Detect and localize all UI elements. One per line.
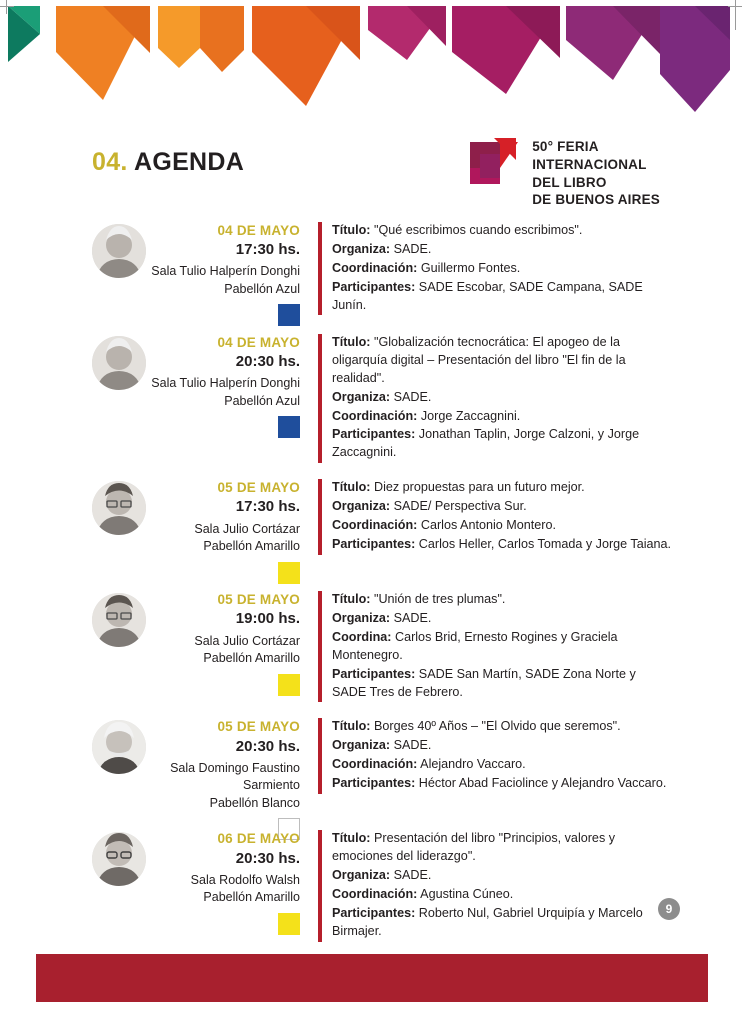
pavilion-color-swatch — [278, 416, 300, 438]
titulo-label: Título: — [332, 335, 371, 349]
speaker-portrait — [92, 832, 146, 886]
titulo-value: Borges 40º Años – "El Olvido que seremos". — [373, 719, 621, 734]
entry-details — [318, 718, 742, 794]
titulo-value: Presentación del libro "Principios, valores y emociones del liderazgo". — [332, 831, 616, 864]
page-title — [92, 148, 244, 177]
participantes-value: SADE Escobar, SADE Campana, SADE Junín. — [332, 279, 643, 312]
entry-when — [146, 334, 314, 410]
participantes-value: Carlos Heller, Carlos Tomada y Jorge Taiana. — [418, 536, 672, 551]
entry-time: 17:30 hs. — [235, 241, 300, 259]
fair-logo — [466, 132, 660, 209]
organiza-label: Organiza: — [332, 389, 391, 404]
organiza-label: Organiza: — [332, 499, 391, 513]
entry-date: 05 DE MAYO — [217, 480, 300, 496]
entry-when — [146, 718, 314, 812]
coordinacion-value: Guillermo Fontes. — [420, 260, 521, 275]
organiza-value: SADE. — [393, 611, 432, 625]
coordinacion-value: Agustina Cúneo. — [420, 887, 514, 901]
entry-details — [318, 479, 742, 555]
entry-time: 17:30 hs. — [235, 498, 300, 516]
speaker-portrait — [92, 224, 146, 278]
participantes-label: Participantes: — [332, 427, 416, 442]
speaker-portrait — [92, 481, 146, 535]
pavilion-color-swatch — [278, 304, 300, 326]
titulo-label: Título: — [332, 831, 371, 846]
titulo-value: "Qué escribimos cuando escribimos". — [373, 223, 583, 237]
entry-venue-line1: Sala Rodolfo Walsh — [190, 872, 300, 887]
coordinacion-value: Alejandro Vaccaro. — [420, 757, 526, 772]
coordina-value: Carlos Brid, Ernesto Rogines y Graciela Montenegro. — [332, 629, 618, 662]
organiza-label: Organiza: — [332, 868, 391, 883]
fair-logo-text — [532, 132, 660, 209]
footer-bar — [36, 954, 708, 1002]
fair-logo-mark — [466, 134, 522, 190]
coordinacion-label: Coordinación: — [332, 757, 418, 772]
pavilion-color-swatch — [278, 913, 300, 935]
section-number: 04. — [92, 148, 128, 176]
participantes-label: Participantes: — [332, 279, 416, 294]
entry-venue-line2: Pabellón Amarillo — [203, 890, 300, 905]
entry-when — [146, 830, 314, 906]
participantes-label: Participantes: — [332, 776, 416, 790]
entry-date: 04 DE MAYO — [217, 223, 300, 238]
coordinacion-value: Jorge Zaccagnini. — [420, 408, 521, 423]
titulo-label: Título: — [332, 719, 371, 734]
section-title: AGENDA — [133, 148, 245, 176]
entry-venue-line1: Sala Julio Cortázar — [194, 633, 300, 648]
organiza-label: Organiza: — [332, 241, 391, 256]
organiza-value: SADE. — [393, 241, 432, 256]
organiza-value: SADE. — [393, 389, 432, 404]
pavilion-color-swatch — [278, 562, 300, 584]
entry-time: 20:30 hs. — [235, 849, 300, 867]
participantes-value: Jonathan Taplin, Jorge Calzoni, y Jorge Zaccagnini. — [332, 427, 640, 460]
fair-logo-line3: DEL LIBRO — [532, 174, 607, 190]
participantes-value: SADE San Martín, SADE Zona Norte y SADE Tres de Febrero. — [332, 666, 636, 699]
entry-venue-line2: Pabellón Azul — [224, 281, 300, 296]
organiza-label: Organiza: — [332, 611, 391, 625]
organiza-value: SADE. — [393, 738, 432, 753]
entry-details — [318, 334, 742, 463]
entry-time: 20:30 hs. — [235, 353, 300, 371]
fair-logo-line4: DE BUENOS AIRES — [532, 192, 660, 208]
page-number: 9 — [658, 898, 680, 920]
entry-venue-line2: Pabellón Azul — [224, 393, 300, 408]
agenda-entry — [0, 591, 742, 702]
entry-date: 04 DE MAYO — [217, 335, 300, 350]
titulo-label: Título: — [332, 223, 371, 237]
titulo-value: Diez propuestas para un futuro mejor. — [373, 480, 585, 495]
titulo-label: Título: — [332, 592, 371, 607]
coordinacion-label: Coordinación: — [332, 517, 418, 532]
entry-when — [146, 591, 314, 667]
entry-date: 05 DE MAYO — [217, 719, 300, 735]
participantes-value: Roberto Nul, Gabriel Urquipía y Marcelo Birmajer. — [332, 905, 643, 938]
participantes-label: Participantes: — [332, 536, 416, 551]
fair-logo-line1: 50° FERIA — [532, 139, 599, 154]
agenda-entry — [0, 222, 742, 318]
organiza-label: Organiza: — [332, 738, 391, 753]
entry-venue-line1: Sala Tulio Halperín Donghi — [151, 264, 300, 279]
entry-details — [318, 222, 742, 315]
coordinacion-label: Coordinación: — [332, 260, 418, 275]
coordina-label: Coordina: — [332, 629, 392, 644]
entry-details — [318, 591, 742, 702]
entry-time: 20:30 hs. — [235, 737, 300, 755]
entry-venue-line1: Sala Tulio Halperín Donghi — [151, 376, 300, 391]
entry-venue-line2: Pabellón Amarillo — [203, 651, 300, 666]
entry-venue-line1: Sala Domingo Faustino Sarmiento — [170, 760, 300, 793]
entry-date: 05 DE MAYO — [217, 592, 300, 608]
entry-when — [146, 222, 314, 298]
fair-logo-line2: INTERNACIONAL — [532, 156, 647, 172]
coordinacion-value: Carlos Antonio Montero. — [420, 517, 556, 532]
speaker-portrait — [92, 720, 146, 774]
entry-time: 19:00 hs. — [235, 610, 300, 628]
organiza-value: SADE. — [393, 868, 432, 883]
agenda-list — [0, 222, 742, 958]
entry-when — [146, 479, 314, 555]
entry-details — [318, 830, 742, 941]
titulo-value: "Unión de tres plumas". — [373, 592, 506, 607]
entry-venue-line2: Pabellón Blanco — [209, 795, 300, 810]
speaker-portrait — [92, 593, 146, 647]
decorative-banner — [0, 0, 742, 120]
agenda-entry — [0, 479, 742, 575]
participantes-value: Héctor Abad Faciolince y Alejandro Vaccaro. — [418, 776, 667, 790]
organiza-value: SADE/ Perspectiva Sur. — [393, 499, 527, 513]
titulo-label: Título: — [332, 480, 371, 495]
agenda-entry — [0, 830, 742, 941]
titulo-value: "Globalización tecnocrática: El apogeo de la oligarquía digital – Presentación del libro "El fin de la realidad". — [332, 335, 626, 385]
agenda-entry — [0, 334, 742, 463]
participantes-label: Participantes: — [332, 905, 416, 920]
entry-venue-line1: Sala Julio Cortázar — [194, 521, 300, 536]
pavilion-color-swatch — [278, 674, 300, 696]
participantes-label: Participantes: — [332, 666, 416, 681]
coordinacion-label: Coordinación: — [332, 408, 418, 423]
agenda-entry — [0, 718, 742, 814]
speaker-portrait — [92, 336, 146, 390]
entry-date: 06 DE MAYO — [217, 831, 300, 847]
coordinacion-label: Coordinación: — [332, 887, 418, 901]
entry-venue-line2: Pabellón Amarillo — [203, 539, 300, 554]
